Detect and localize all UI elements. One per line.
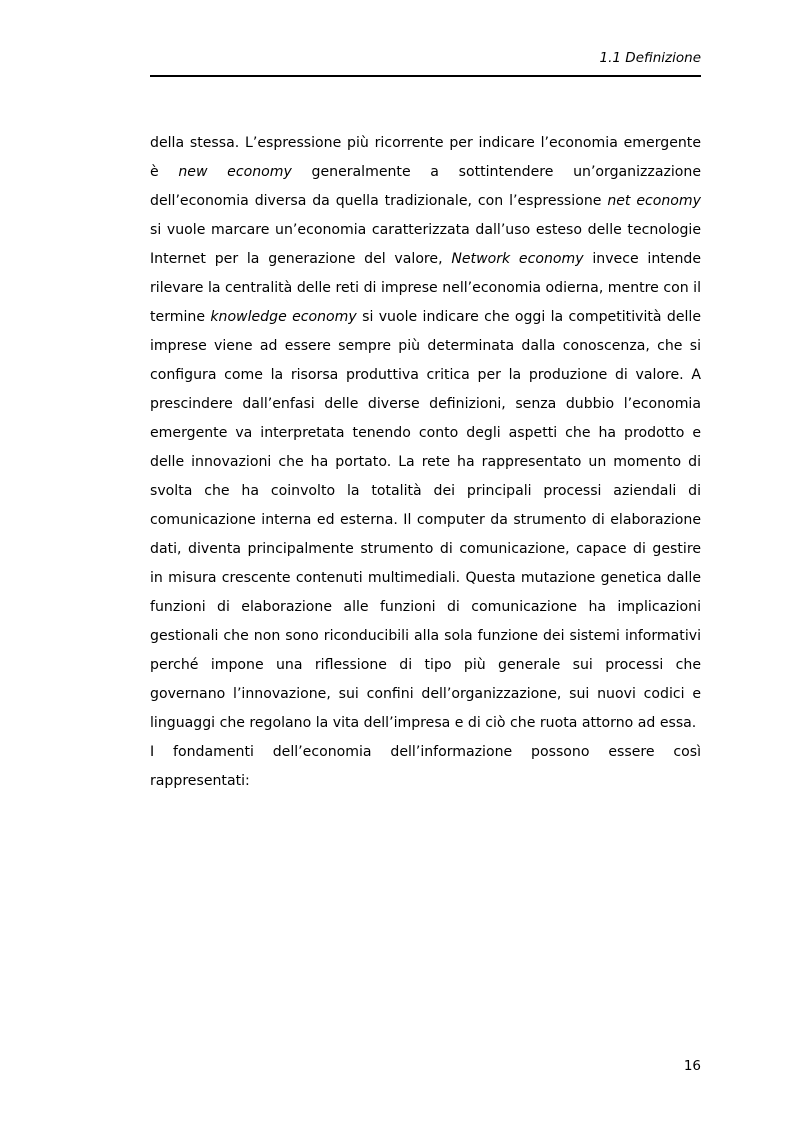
paragraph-2: I fondamenti dell’economia dell’informazione possono essere così rappresentati:	[150, 744, 701, 789]
header-rule	[150, 75, 701, 77]
paragraph-1-text-3: si vuole marcare un’economia caratterizzata dall’uso esteso delle tecnologie Internet per la generazione del valore,	[150, 222, 701, 267]
running-header	[150, 48, 701, 68]
page-number: 16	[683, 1058, 701, 1074]
section-title: 1.1 Definizione	[599, 50, 701, 66]
term-new-economy: new economy	[178, 164, 292, 180]
term-knowledge-economy: knowledge economy	[210, 309, 357, 325]
paragraph-1-text-4: invece intende rilevare la centralità delle reti di imprese nell’economia odierna, mentre con il termine	[150, 251, 701, 325]
body-text	[150, 129, 701, 796]
paragraph-1-text-5: si vuole indicare che oggi la competitività delle imprese viene ad essere sempre più determinata dalla conoscenza, che si configura come la risorsa produttiva critica per la produzione di valore. A prescindere dall’enfasi delle diverse definizioni, senza dubbio l’economia emergente va interpretata tenendo conto degli aspetti che ha prodotto e delle innovazioni che ha portato. La rete ha rappresentato un momento di svolta che ha coinvolto la totalità dei principali processi aziendali di comunicazione interna ed esterna. Il computer da strumento di elaborazione dati, diventa principalmente strumento di comunicazione, capace di gestire in misura crescente contenuti multimediali. Questa mutazione genetica dalle funzioni di elaborazione alle funzioni di comunicazione ha implicazioni gestionali che non sono riconducibili alla sola funzione dei sistemi informativi perché impone una riflessione di tipo più generale sui processi che governano l’innovazione, sui confini dell’organizzazione, sui nuovi codici e linguaggi che regolano la vita dell’impresa e di ciò che ruota attorno ad essa.	[150, 309, 701, 731]
paragraph-1-text-1: della stessa. L’espressione più ricorrente per indicare l’economia emergente è	[150, 135, 701, 180]
term-net-economy: net economy	[607, 193, 701, 209]
term-network-economy: Network economy	[451, 251, 584, 267]
paragraph-1	[150, 129, 701, 738]
paragraph-1-text-2: generalmente a sottintendere un’organizzazione dell’economia diversa da quella tradizionale, con l’espressione	[150, 164, 701, 209]
